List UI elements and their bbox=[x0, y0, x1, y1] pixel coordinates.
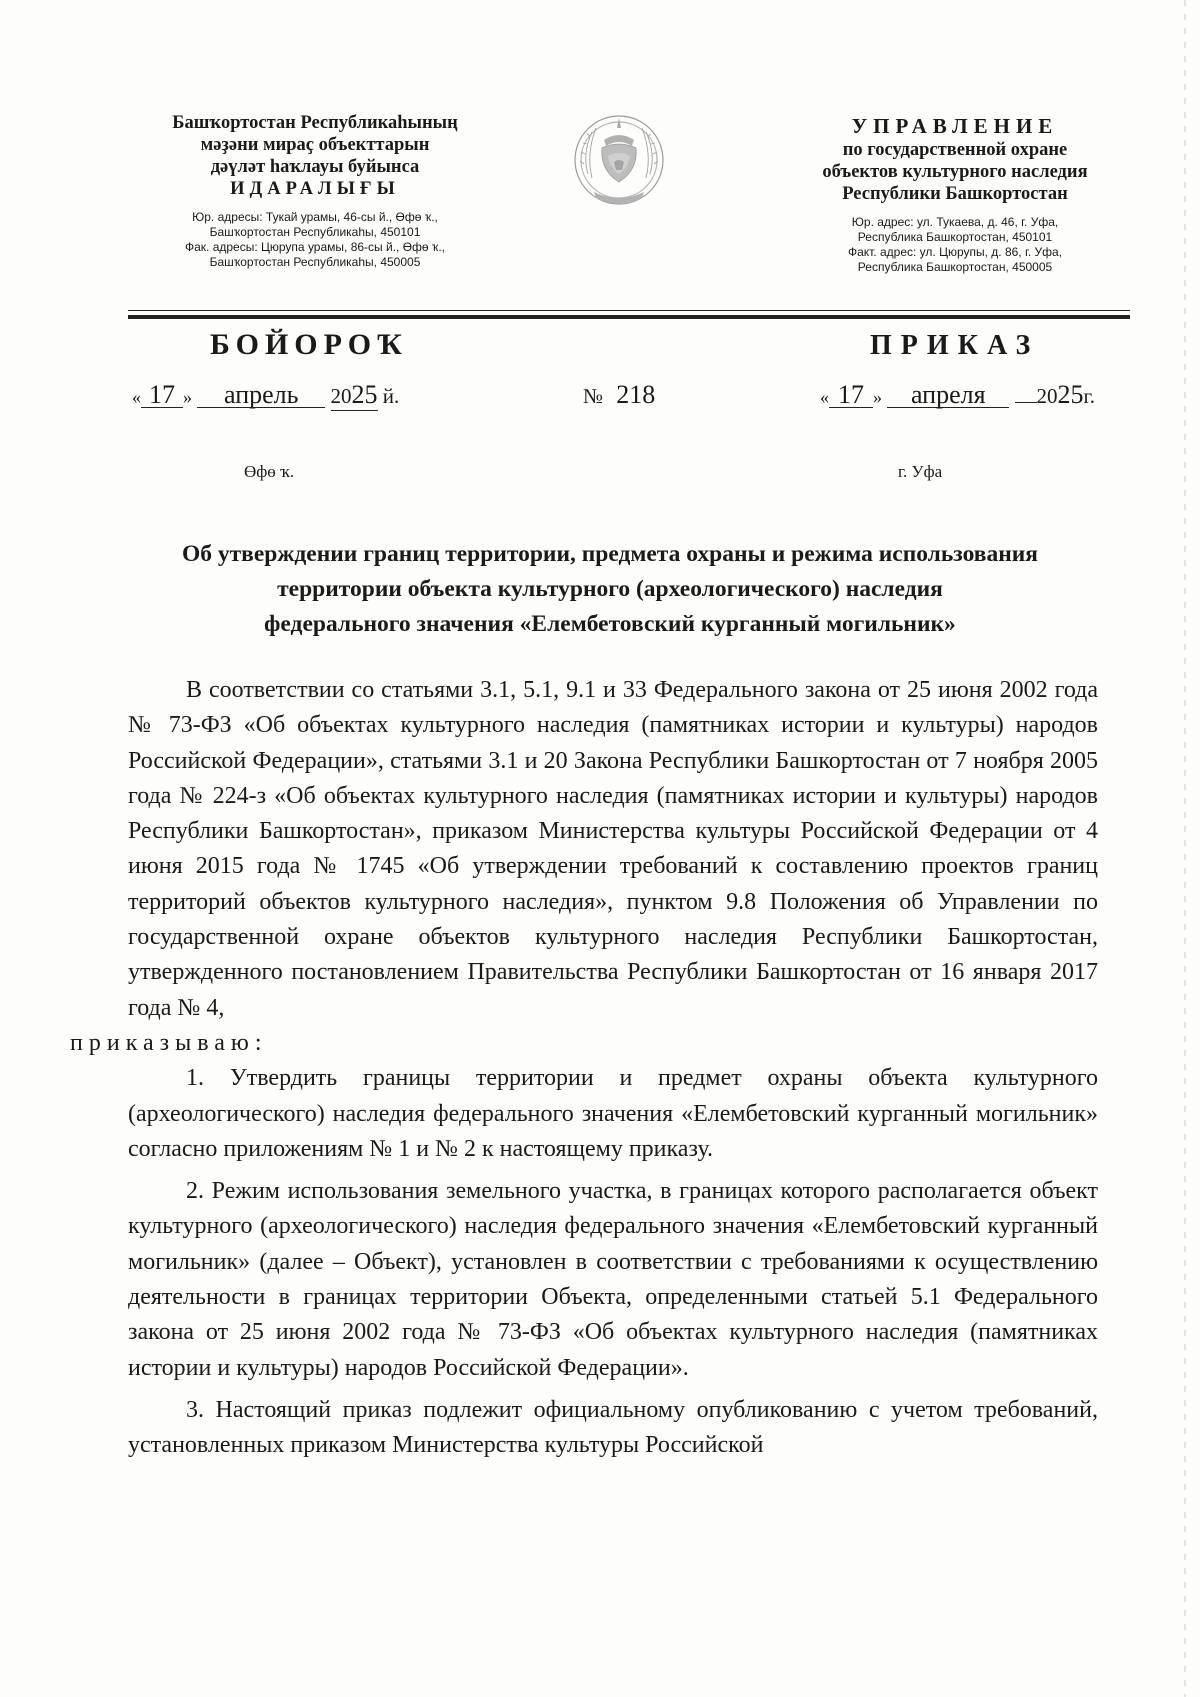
preamble-paragraph bbox=[70, 673, 1098, 1061]
header-right-address bbox=[780, 215, 1130, 275]
date-russian bbox=[820, 380, 1095, 410]
header-right-line: объектов культурного наследия bbox=[822, 162, 1088, 182]
address-line: Факт. адрес: ул. Цюрупы, д. 86, г. Уфа, bbox=[847, 245, 1063, 259]
header-right-line: по государственной охране bbox=[842, 140, 1068, 160]
title-line: Об утверждении границ территории, предмета охраны и режима использования bbox=[181, 541, 1038, 567]
header-right-line: УПРАВЛЕНИЕ bbox=[851, 114, 1059, 138]
year-prefix: 20 bbox=[1036, 384, 1058, 408]
header-right-line: Республики Башкортостан bbox=[842, 184, 1068, 204]
number-label: № bbox=[583, 384, 604, 408]
date-year bbox=[331, 380, 378, 411]
scan-edge-artifact bbox=[1184, 0, 1186, 1697]
address-line: Юр. адрес: ул. Тукаева, д. 46, г. Уфа, bbox=[851, 215, 1059, 229]
quote-close: » bbox=[873, 387, 882, 407]
date-day: 17 bbox=[829, 383, 873, 408]
command-word: приказываю: bbox=[70, 1029, 268, 1056]
year-unit: й. bbox=[382, 384, 400, 408]
clause-paragraph: 3. Настоящий приказ подлежит официальному опубликованию с учетом требований, установленных приказом Министерства культуры Российской bbox=[128, 1396, 1098, 1459]
date-day: 17 bbox=[141, 383, 183, 408]
header-left-bashkir bbox=[130, 112, 500, 270]
address-line: Башҡортостан Республикаһы, 450101 bbox=[209, 225, 421, 239]
date-month: апреля bbox=[887, 383, 1009, 408]
document-body bbox=[70, 673, 1098, 1464]
preamble-text: В соответствии со статьями 3.1, 5.1, 9.1 и 33 Федерального закона от 25 июня 2002 года № 73-ФЗ «Об объектах культурного наследия (памятниках истории и культуры) народов Российской Федерации», статьями 3.1 и 20 Закона Республики Башкортостан от 7 ноября 2005 года № 224-з «Об объектах культурного наследия (памятниках истории и культуры) народов Республики Башкортостан», приказом Министерства культуры Российской Федерации от 4 июня 2015 года № 1745 «Об утверждении требований к составлению проектов границ территорий объектов культурного наследия», пунктом 9.8 Положения об Управлении по государственной охране объектов культурного наследия Республики Башкортостан, утвержденного постановлением Правительства Республики Башкортостан от 16 января 2017 года № 4, bbox=[128, 677, 1098, 1021]
title-line: федерального значения «Елембетовский курганный могильник» bbox=[264, 611, 956, 637]
order-title-bashkir: БОЙОРОҠ bbox=[210, 328, 408, 361]
year-unit: г. bbox=[1083, 384, 1095, 408]
clause-paragraph: 2. Режим использования земельного участка, в границах которого располагается объект культурного (археологического) наследия федерального значения «Елембетовский курганный могильник» (далее – Объект), установлен в соответствии с требованиями к осуществлению деятельности в границах территории Объекта, определенными статьей 5.1 Федерального закона от 25 июня 2002 года № 73-ФЗ «Об объектах культурного наследия (памятниках истории и культуры) народов Российской Федерации». bbox=[128, 1178, 1098, 1381]
clause-paragraph: 1. Утвердить границы территории и предмет охраны объекта культурного (археологического) наследия федерального значения «Елембетовский курганный могильник» согласно приложениям № 1 и № 2 к настоящему приказу. bbox=[128, 1065, 1098, 1162]
header-right-russian bbox=[780, 115, 1130, 275]
year-suffix: 25 bbox=[351, 380, 378, 409]
coat-of-arms-icon bbox=[568, 104, 670, 216]
year-suffix: 25 bbox=[1057, 380, 1084, 409]
city-bashkir: Өфө ҡ. bbox=[244, 462, 295, 481]
year-prefix: 20 bbox=[330, 384, 352, 408]
address-line: Башҡортостан Республикаһы, 450005 bbox=[209, 255, 421, 269]
city-russian: г. Уфа bbox=[898, 462, 943, 481]
address-line: Юр. адресы: Тукай урамы, 46-сы й., Өфө ҡ., bbox=[192, 210, 438, 224]
quote-open: « bbox=[132, 387, 141, 407]
date-month: апрель bbox=[197, 383, 325, 408]
header-left-line: ИДАРАЛЫҒЫ bbox=[230, 179, 400, 199]
header-divider-thick bbox=[128, 315, 1130, 319]
address-line: Республика Башкортостан, 450101 bbox=[857, 230, 1053, 244]
date-bashkir bbox=[132, 380, 399, 411]
header-left-address bbox=[130, 210, 500, 270]
quote-open: « bbox=[820, 387, 829, 407]
quote-close: » bbox=[183, 387, 192, 407]
order-number bbox=[583, 380, 655, 410]
address-line: Республика Башкортостан, 450005 bbox=[857, 260, 1053, 274]
header-left-line: дәүләт һаҡлауы буйынса bbox=[210, 157, 420, 177]
title-line: территории объекта культурного (археологического) наследия bbox=[277, 576, 943, 602]
header-left-line: Башҡортостан Республикаһының bbox=[172, 113, 458, 133]
document-title bbox=[120, 537, 1100, 642]
header-left-line: мәҙәни мираҫ объекттарын bbox=[200, 135, 430, 155]
order-title-russian: ПРИКАЗ bbox=[870, 330, 1040, 361]
address-line: Фак. адресы: Цюрупа урамы, 86-сы й., Өфө ҡ., bbox=[184, 240, 446, 254]
number-value: 218 bbox=[616, 380, 656, 409]
header-divider-thin bbox=[128, 310, 1130, 311]
